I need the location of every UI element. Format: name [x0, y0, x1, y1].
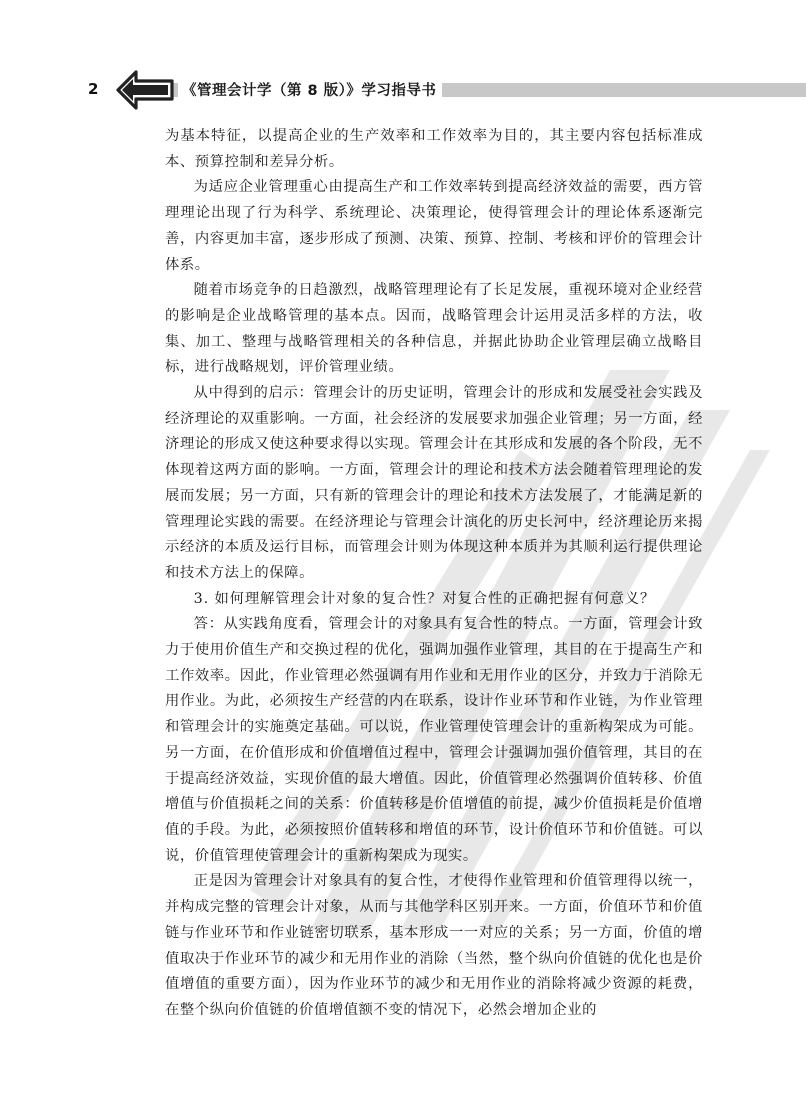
question-3: 3. 如何理解管理会计对象的复合性？对复合性的正确把握有何意义？ [193, 590, 656, 607]
book-title: 《管理会计学（第 8 版）》学习指导书 [178, 79, 442, 100]
back-arrow-icon [116, 70, 174, 110]
answer-paragraph: 答：从实践角度看，管理会计的对象具有复合性的特点。一方面，管理会计致力于使用价值生产和交换过程的优化，强调加强作业管理，其目的在于提高生产和工作效率。因此，作业管理必然强调有用作业和无用作业的区分，并致力于消除无用作业。为此，必须按生产经营的内在联系，设计作业环节和作业链，为作业管理和管理会计的实施奠定基础。可以说，作业管理使管理会计的重新构架成为可能。另一方面，在价值形成和价值增值过程中，管理会计强调加强价值管理，其目的在于提高经济效益，实现价值的最大增值。因此，价值管理必然强调价值转移、价值增值与价值损耗之间的关系：价值转移是价值增值的前提，减少价值损耗是价值增值的手段。为此，必须按照价值转移和增值的环节，设计价值环节和价值链。可以说，价值管理使管理会计的重新构架成为现实。 [165, 616, 703, 864]
paragraph: 正是因为管理会计对象具有的复合性，才使得作业管理和价值管理得以统一，并构成完整的管理会计对象，从而与其他学科区别开来。一方面，价值环节和价值链与作业环节和作业链密切联系，基本形成一一对应的关系；另一方面，价值的增值取决于作业环节的减少和无用作业的消除（当然，整个纵向价值链的优化也是价值增值的重要方面），因为作业环节的减少和无用作业的消除将减少资源的耗费，在整个纵向价值链的价值增值额不变的情况下，必然会增加企业的 [165, 873, 703, 1018]
page-header [0, 66, 806, 116]
paragraph-continuation: 为基本特征，以提高企业的生产效率和工作效率为目的，其主要内容包括标准成本、预算控制和差异分析。 [165, 128, 703, 170]
page-number: 2 [88, 80, 99, 98]
paragraph: 从中得到的启示：管理会计的历史证明，管理会计的形成和发展受社会实践及经济理论的双重影响。一方面，社会经济的发展要求加强企业管理；另一方面，经济理论的形成又使这种要求得以实现。管理会计在其形成和发展的各个阶段，无不体现着这两方面的影响。一方面，管理会计的理论和技术方法会随着管理理论的发展而发展；另一方面，只有新的管理会计的理论和技术方法发展了，才能满足新的管理理论实践的需要。在经济理论与管理会计演化的历史长河中，经济理论历来揭示经济的本质及运行目标，而管理会计则为体现这种本质并为其顺利运行提供理论和技术方法上的保障。 [165, 385, 703, 581]
paragraph: 随着市场竞争的日趋激烈，战略管理理论有了长足发展，重视环境对企业经营的影响是企业战略管理的基本点。因而，战略管理会计运用灵活多样的方法，收集、加工、整理与战略管理相关的各种信息，并据此协助企业管理层确立战略目标，进行战略规划，评价管理业绩。 [165, 282, 703, 376]
paragraph: 为适应企业管理重心由提高生产和工作效率转到提高经济效益的需要，西方管理理论出现了行为科学、系统理论、决策理论，使得管理会计的理论体系逐渐完善，内容更加丰富，逐步形成了预测、决策、预算、控制、考核和评价的管理会计体系。 [165, 179, 703, 273]
page-body [165, 124, 703, 1024]
